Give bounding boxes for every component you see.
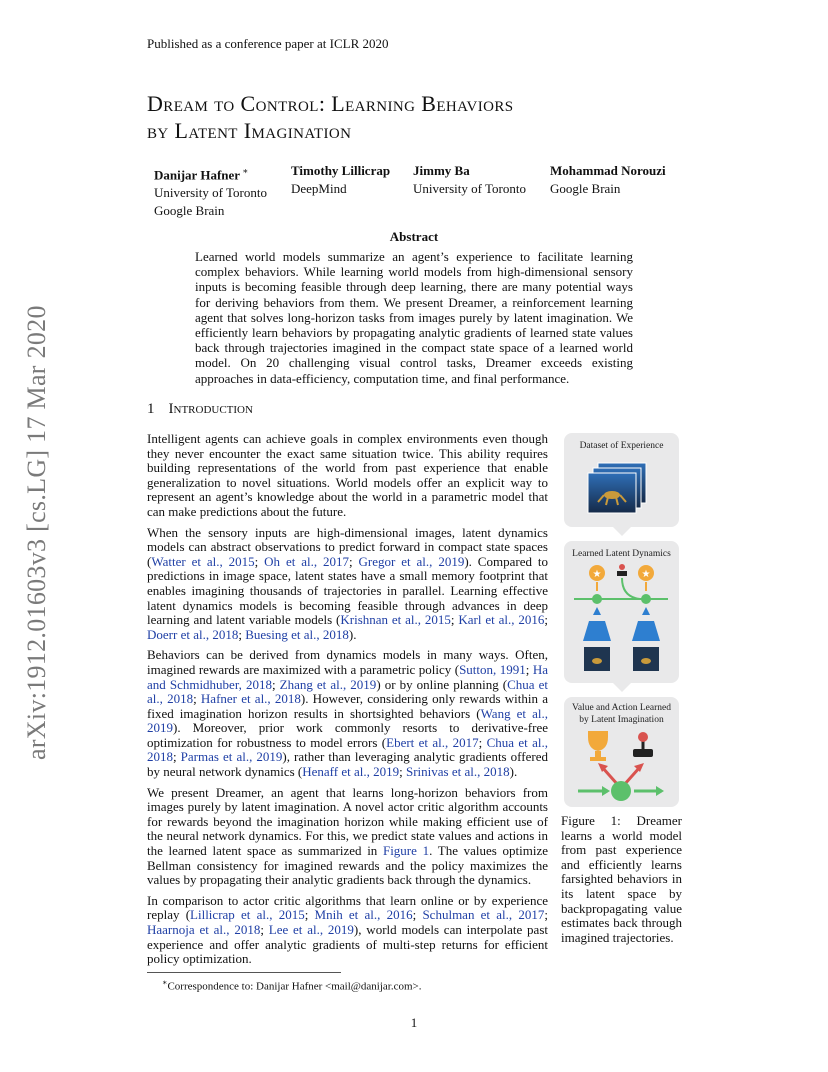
author-affiliation: Google Brain <box>550 181 621 196</box>
citation-link[interactable]: Doerr et al., 2018 <box>147 626 239 642</box>
paragraph-text: Behaviors can be derived from dynamics models in many ways. Often, imagined rewards are maximized with a parametric policy ( <box>147 647 548 677</box>
paragraph-text: ; <box>349 553 359 569</box>
citation-link[interactable]: Buesing et al., 2018 <box>245 626 349 642</box>
citation-link[interactable]: Figure 1 <box>382 843 430 859</box>
citation-link[interactable]: Watter et al., 2015 <box>151 553 255 569</box>
citation-link[interactable]: Lee et al., 2019 <box>268 922 354 937</box>
paragraph-text: ), world models can interpolate past experience and offer analytic gradients of multi-step returns for efficient policy optimization. <box>147 922 548 967</box>
citation-link[interactable]: Parmas et al., 2019 <box>180 749 283 765</box>
figure-caption: Figure 1: Dreamer learns a world model from past experience and efficiently learns farsighted behaviors in its latent space by backpropagating value estimates back through imagined trajectories. <box>561 813 682 945</box>
paragraph <box>147 648 548 779</box>
paragraph-text: ). <box>509 764 518 780</box>
paragraph-text: Intelligent agents can achieve goals in complex environments even though they never encounter the exact same situation twice. This ability requires building representations of the world from past experience that enable generalization to novel situations. World models offer an explicit way to represent an agent’s knowledge about the world in a parametric model that can make predictions about the future. <box>147 431 548 519</box>
paper-title <box>147 90 513 144</box>
citation-link[interactable]: Chua et al., 2018 <box>147 676 548 707</box>
citation-link[interactable]: Gregor et al., 2019 <box>358 553 465 569</box>
footnote-rule <box>147 972 341 973</box>
paragraph-text: ; <box>544 907 548 923</box>
paragraph-text: ; <box>271 676 280 692</box>
conference-note: Published as a conference paper at ICLR 2020 <box>147 36 389 51</box>
author-block-lillicrap <box>291 162 390 198</box>
citation-link[interactable]: Lillicrap et al., 2015 <box>190 907 305 923</box>
paragraph-text: ; <box>412 907 423 923</box>
title-line-2: by Latent Imagination <box>147 118 352 143</box>
panel-connector <box>612 526 632 538</box>
author-affiliation: DeepMind <box>291 181 347 196</box>
paragraph-text: ; <box>544 612 548 628</box>
paragraph-text: ; <box>304 907 315 923</box>
paragraph-text: In comparison to actor critic algorithms that learn online or by experience replay ( <box>147 892 548 923</box>
paragraph-text: ; <box>238 626 246 642</box>
paragraph-text: ), rather than leveraging analytic gradients offered by neural network dynamics ( <box>147 749 548 780</box>
author-block-norouzi <box>550 162 666 198</box>
citation-link[interactable]: Mnih et al., 2016 <box>314 907 413 923</box>
paragraph-text: ; <box>450 612 459 628</box>
abstract-heading: Abstract <box>389 229 439 244</box>
panel-label: Value and Action Learned by Latent Imagination <box>572 703 671 725</box>
paragraph-text: ). Compared to predictions in image space, latent states have a small memory footprint that enables imagining thousands of trajectories in parallel. Learning effective latent dynamics models is becoming feasible through advances in deep learning and latent variable models ( <box>147 553 548 628</box>
figure-panel-dynamics <box>564 541 679 683</box>
paragraph-text: ; <box>260 922 269 937</box>
author-name: Timothy Lillicrap <box>291 163 391 178</box>
paragraph-text: When the sensory inputs are high-dimensional images, latent dynamics models can abstract observations to predict forward in compact state spaces ( <box>147 524 548 569</box>
author-name: Danijar Hafner ∗ <box>154 166 249 183</box>
paragraph <box>147 432 548 520</box>
citation-link[interactable]: Zhang et al., 2019 <box>279 676 377 692</box>
paragraph <box>147 786 548 888</box>
value-action-diagram <box>564 727 679 807</box>
citation-link[interactable]: Chua et al., 2018 <box>147 734 548 765</box>
arxiv-stamp: arXiv:1912.01603v3 [cs.LG] 17 Mar 2020 <box>22 305 51 760</box>
paragraph-text: ). Moreover, prior work commonly resorts to derivative-free optimization for robustness to model errors ( <box>147 720 548 750</box>
paragraph-text: . The values optimize Bellman consistency for imagined rewards and the policy maximizes the values by propagating their analytic gradients back through the dynamics. <box>147 843 548 888</box>
citation-link[interactable]: Karl et al., 2016 <box>458 612 545 628</box>
citation-link[interactable]: Ebert et al., 2017 <box>386 734 479 750</box>
author-block-hafner <box>154 162 267 220</box>
svg-text:★: ★ <box>641 569 651 580</box>
citation-link[interactable]: Schulman et al., 2017 <box>422 907 545 923</box>
panel-connector <box>612 682 632 694</box>
introduction-body <box>147 432 548 973</box>
dataset-frames-image <box>564 455 679 525</box>
citation-link[interactable]: Srinivas et al., 2018 <box>405 764 510 780</box>
svg-text:★: ★ <box>592 569 602 580</box>
paragraph-text: ) or by online planning ( <box>376 676 508 692</box>
abstract-body: Learned world models summarize an agent’s experience to facilitate learning complex behaviors. While learning world models from high-dimensional sensory inputs is becoming feasible through deep learning, there are many potential ways for deriving behaviors from them. We present Dreamer, a reinforcement learning agent that solves long-horizon tasks from images purely by latent imagination. We efficiently learn behaviors by propagating analytic gradients of learned state values back through trajectories imagined in the compact state space of a learned world model. On 20 challenging visual control tasks, Dreamer exceeds existing approaches in data-efficiency, computation time, and final performance. <box>195 249 633 386</box>
citation-link[interactable]: Krishnan et al., 2015 <box>340 612 451 628</box>
author-affiliation: University of Toronto <box>154 185 267 201</box>
paragraph <box>147 894 548 967</box>
citation-link[interactable]: Haarnoja et al., 2018 <box>147 922 261 937</box>
citation-link[interactable]: Wang et al., 2019 <box>147 705 549 736</box>
footnote: ∗Correspondence to: Danijar Hafner <mail@danijar.com>. <box>162 978 422 993</box>
paragraph-text: We present Dreamer, an agent that learns long-horizon behaviors from images purely by latent imagination. A novel actor critic algorithm accounts for rewards beyond the imagination horizon while making efficient use of the neural network dynamics. For this, we predict state values and actions in the learned latent space as summarized in <box>147 784 548 859</box>
citation-link[interactable]: Ha and Schmidhuber, 2018 <box>147 661 548 692</box>
author-block-ba <box>413 162 526 198</box>
panel-label: Learned Latent Dynamics <box>572 549 671 559</box>
paragraph-text: ; <box>399 764 406 780</box>
figure-panel-dataset <box>564 433 679 527</box>
figure-panel-value-action <box>564 697 679 807</box>
paragraph-text: ). However, considering only rewards within a fixed imagination horizon results in shortsighted behaviors ( <box>147 691 548 721</box>
title-line-1: Dream to Control: Learning Behaviors <box>147 91 514 116</box>
page-number: 1 <box>410 1015 418 1030</box>
author-affiliation: Google Brain <box>154 203 225 219</box>
paragraph-text: ; <box>254 553 265 569</box>
paragraph-text: ; <box>525 661 533 677</box>
author-name: Mohammad Norouzi <box>550 163 666 178</box>
paragraph-text: ). <box>348 626 357 642</box>
paragraph <box>147 526 548 643</box>
section-title: Introduction <box>168 401 253 417</box>
section-heading <box>147 401 253 418</box>
citation-link[interactable]: Henaff et al., 2019 <box>302 764 400 780</box>
panel-label: Dataset of Experience <box>579 441 664 451</box>
citation-link[interactable]: Oh et al., 2017 <box>264 553 350 569</box>
latent-dynamics-diagram <box>564 561 679 681</box>
citation-link[interactable]: Hafner et al., 2018 <box>200 691 301 707</box>
paragraph-text: ; <box>173 749 181 765</box>
author-name: Jimmy Ba <box>413 163 470 178</box>
author-affiliation: University of Toronto <box>413 181 526 196</box>
paragraph-text: ; <box>478 734 487 750</box>
section-number: 1 <box>147 401 155 417</box>
citation-link[interactable]: Sutton, 1991 <box>459 661 526 677</box>
paragraph-text: ; <box>193 691 201 707</box>
